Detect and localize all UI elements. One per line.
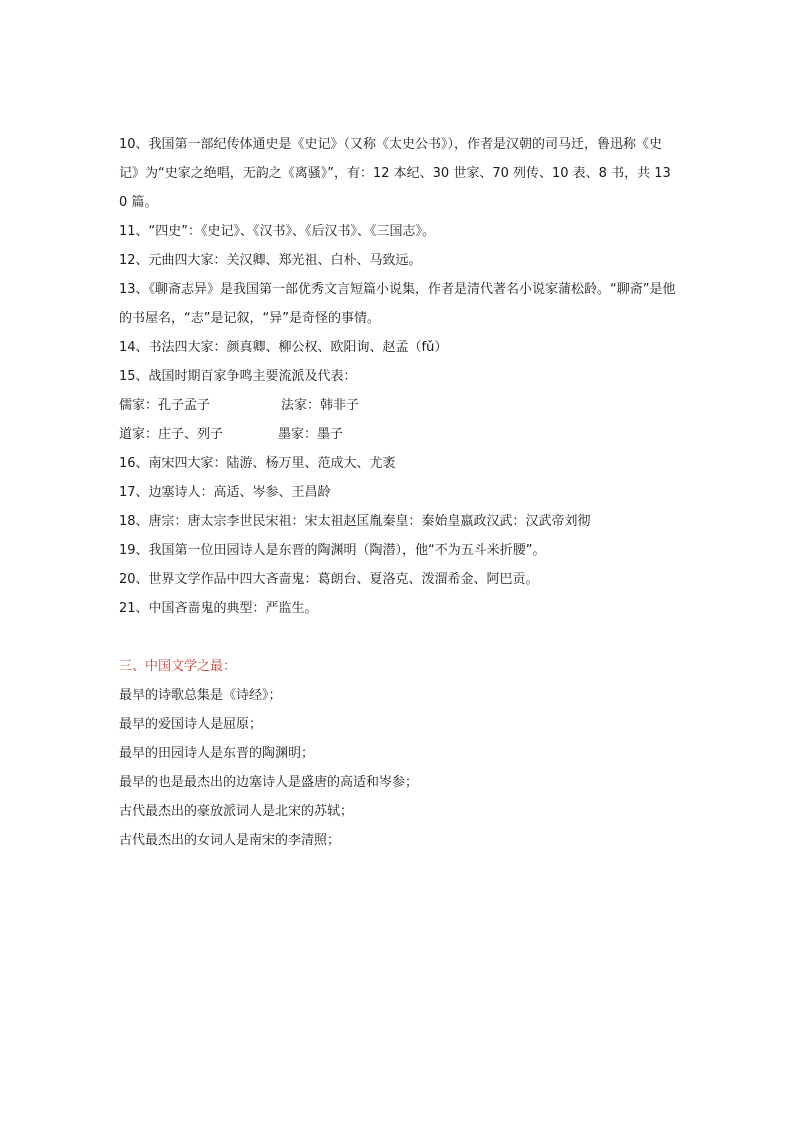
superlative-line: 最早的田园诗人是东晋的陶渊明； — [119, 746, 315, 761]
list-item-11: 11、“四史”：《史记》、《汉书》、《后汉书》、《三国志》。 — [119, 224, 436, 239]
section-gap — [119, 623, 679, 652]
superlative-line: 古代最杰出的豪放派词人是北宋的苏轼； — [119, 804, 354, 819]
school-right: 墨家：墨子 — [278, 427, 344, 442]
list-item-19: 19、我国第一位田园诗人是东晋的陶渊明（陶潜），他“不为五斗米折腰”。 — [119, 543, 546, 558]
list-item-12: 12、元曲四大家：关汉卿、郑光祖、白朴、马致远。 — [119, 253, 422, 268]
list-item-20: 20、世界文学作品中四大吝啬鬼：葛朗台、夏洛克、泼溜希金、阿巴贡。 — [119, 572, 539, 587]
superlative-line: 最早的爱国诗人是屈原； — [119, 717, 263, 732]
school-row — [119, 420, 679, 449]
superlative-line: 最早的诗歌总集是《诗经》； — [119, 688, 282, 703]
document-body — [119, 130, 679, 855]
list-item-15: 15、战国时期百家争鸣主要流派及代表： — [119, 369, 357, 384]
list-item-18: 18、唐宗：唐太宗李世民宋祖：宋太祖赵匡胤秦皇：秦始皇嬴政汉武：汉武帝刘彻 — [119, 514, 591, 529]
list-item-17: 17、边塞诗人：高适、岑参、王昌龄 — [119, 485, 331, 500]
list-item-10: 10、我国第一部纪传体通史是《史记》（又称《太史公书》），作者是汉朝的司马迁，鲁迅称《史记》为“史家之绝唱，无韵之《离骚》”，有：12 本纪、30 世家、70 列传、10 表、8 书，共 130 篇。 — [119, 137, 671, 210]
list-item-14: 14、书法四大家：颜真卿、柳公权、欧阳询、赵孟（fǔ） — [119, 340, 448, 355]
school-right: 法家：韩非子 — [281, 398, 360, 413]
school-left: 儒家：孔子孟子 — [119, 398, 211, 413]
superlative-line: 最早的也是最杰出的边塞诗人是盛唐的高适和岑参； — [119, 775, 419, 790]
list-item-16: 16、南宋四大家：陆游、杨万里、范成大、尤袤 — [119, 456, 396, 471]
list-item-21: 21、中国吝啬鬼的典型：严监生。 — [119, 601, 318, 616]
school-row — [119, 391, 679, 420]
school-left: 道家：庄子、列子 — [119, 427, 224, 442]
superlative-line: 古代最杰出的女词人是南宋的李清照； — [119, 833, 341, 848]
section-heading: 三、中国文学之最： — [119, 659, 237, 674]
list-item-13: 13、《聊斋志异》是我国第一部优秀文言短篇小说集，作者是清代著名小说家蒲松龄。“聊斋”是他的书屋名，“志”是记叙，“异”是奇怪的事情。 — [119, 282, 676, 326]
